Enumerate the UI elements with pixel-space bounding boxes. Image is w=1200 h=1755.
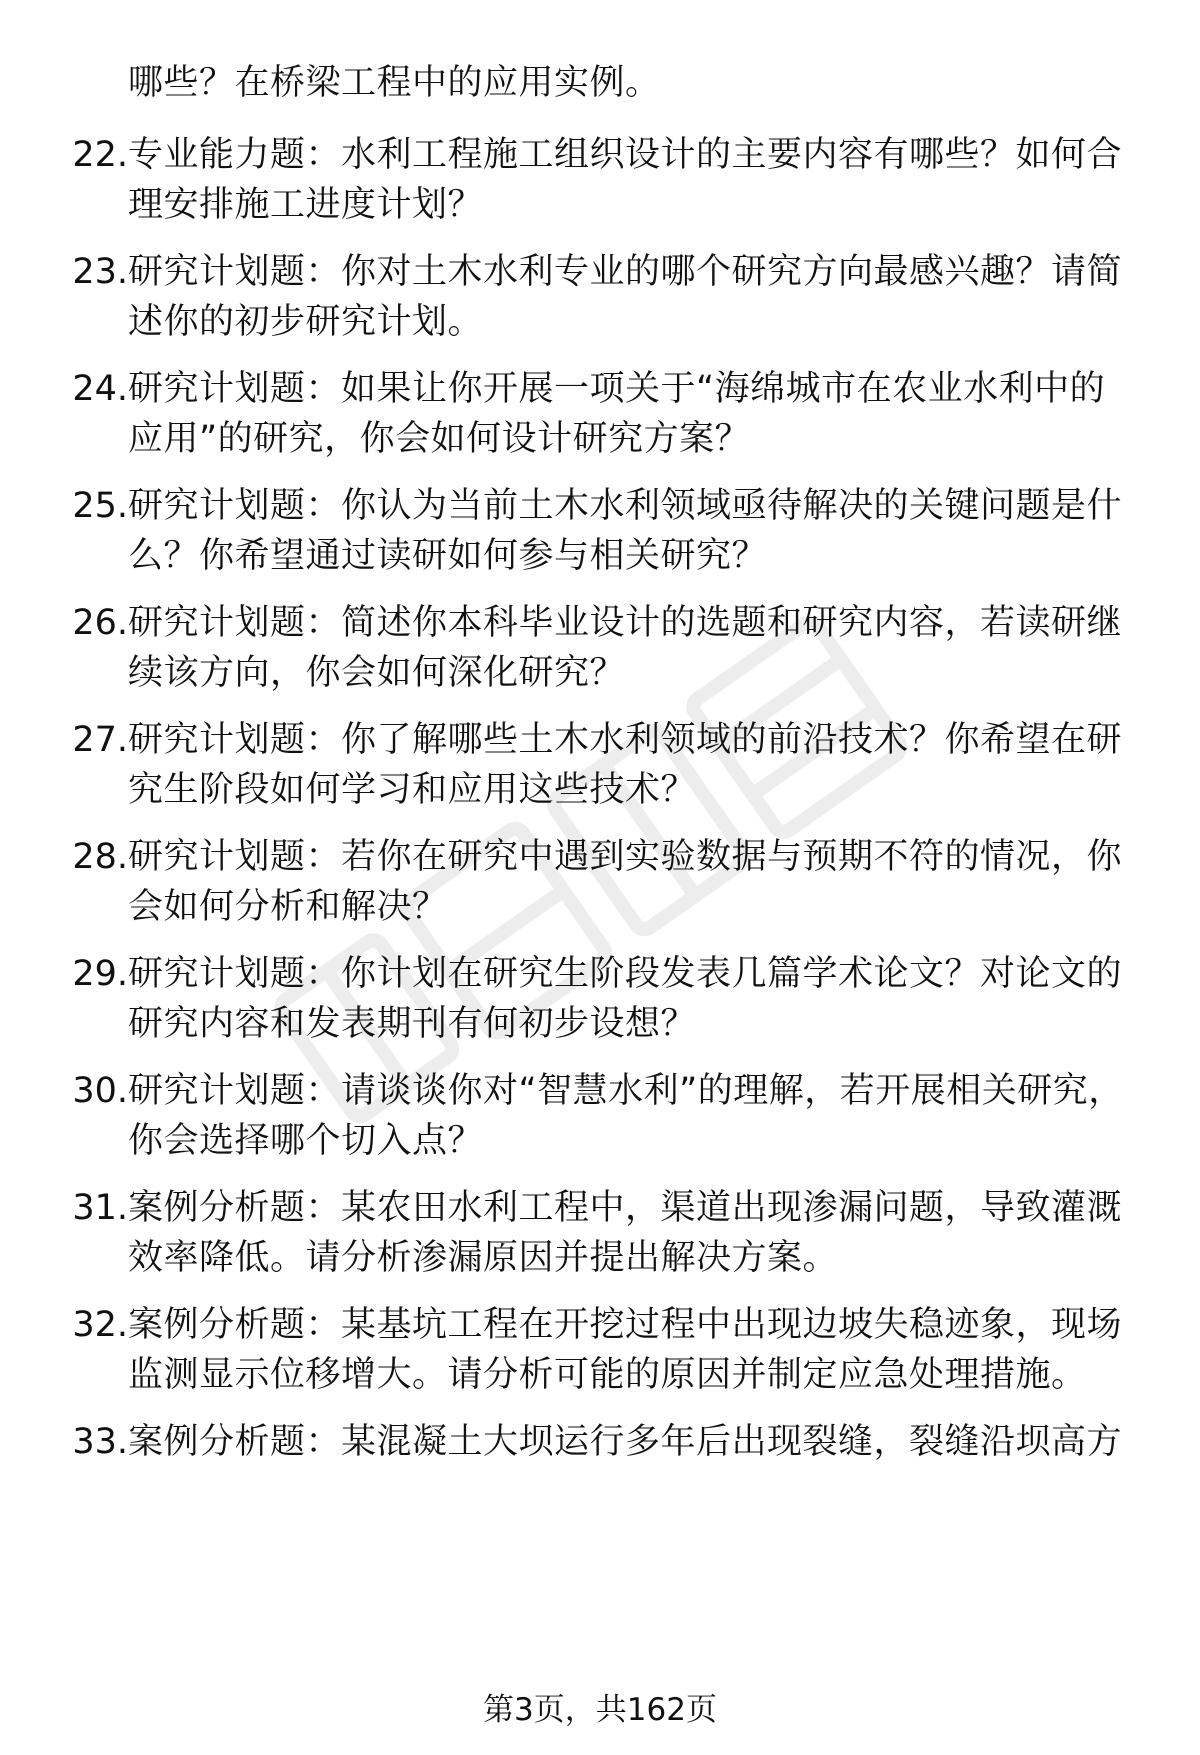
question-text: 案例分析题：某农田水利工程中，渠道出现渗漏问题，导致灌溉效率降低。请分析渗漏原因并提出解决方案。	[128, 1188, 1123, 1278]
question-text: 研究计划题：如果让你开展一项关于“海绵城市在农业水利中的应用”的研究，你会如何设计研究方案？	[128, 369, 1106, 459]
question-number: 28.	[72, 837, 128, 877]
question-text: 研究计划题：请谈谈你对“智慧水利”的理解，若开展相关研究，你会选择哪个切入点？	[128, 1071, 1124, 1161]
question-number: 24.	[72, 369, 128, 409]
question-number: 31.	[72, 1188, 128, 1228]
question-text: 研究计划题：你了解哪些土木水利领域的前沿技术？你希望在研究生阶段如何学习和应用这些技术？	[128, 720, 1123, 810]
question-text: 研究计划题：你认为当前土木水利领域亟待解决的关键问题是什么？你希望通过读研如何参与相关研究？	[128, 486, 1123, 576]
question-number: 29.	[72, 954, 128, 994]
question-number: 27.	[72, 720, 128, 760]
list-item	[52, 1300, 1142, 1420]
page-footer: 第3页，共162页	[483, 1692, 717, 1728]
question-text: 研究计划题：你对土木水利专业的哪个研究方向最感兴趣？请简述你的初步研究计划。	[128, 252, 1123, 342]
question-number: 33.	[72, 1422, 128, 1462]
list-item	[52, 1183, 1142, 1303]
question-number: 32.	[72, 1305, 128, 1345]
question-text: 案例分析题：某基坑工程在开挖过程中出现边坡失稳迹象，现场监测显示位移增大。请分析可能的原因并制定应急处理措施。	[128, 1305, 1123, 1395]
list-item	[52, 247, 1142, 367]
question-number: 30.	[72, 1071, 128, 1111]
question-number: 26.	[72, 603, 128, 643]
list-item	[52, 364, 1142, 484]
question-text: 研究计划题：若你在研究中遇到实验数据与预期不符的情况，你会如何分析和解决？	[128, 837, 1123, 927]
question-text: 研究计划题：简述你本科毕业设计的选题和研究内容，若读研继续该方向，你会如何深化研究？	[128, 603, 1123, 693]
list-item	[52, 130, 1142, 250]
question-number: 25.	[72, 486, 128, 526]
question-text: 案例分析题：某混凝土大坝运行多年后出现裂缝，裂缝沿坝高方	[128, 1422, 1123, 1462]
continuation-line: 哪些？在桥梁工程中的应用实例。	[128, 63, 661, 103]
list-item	[52, 832, 1142, 952]
list-item	[52, 1066, 1142, 1186]
list-item	[52, 1417, 1142, 1537]
question-text: 专业能力题：水利工程施工组织设计的主要内容有哪些？如何合理安排施工进度计划？	[128, 135, 1123, 225]
list-item	[52, 598, 1142, 718]
question-text: 研究计划题：你计划在研究生阶段发表几篇学术论文？对论文的研究内容和发表期刊有何初步设想？	[128, 954, 1123, 1044]
question-number: 23.	[72, 252, 128, 292]
list-item	[52, 715, 1142, 835]
list-item	[52, 481, 1142, 601]
list-item	[52, 949, 1142, 1069]
question-number: 22.	[72, 135, 128, 175]
